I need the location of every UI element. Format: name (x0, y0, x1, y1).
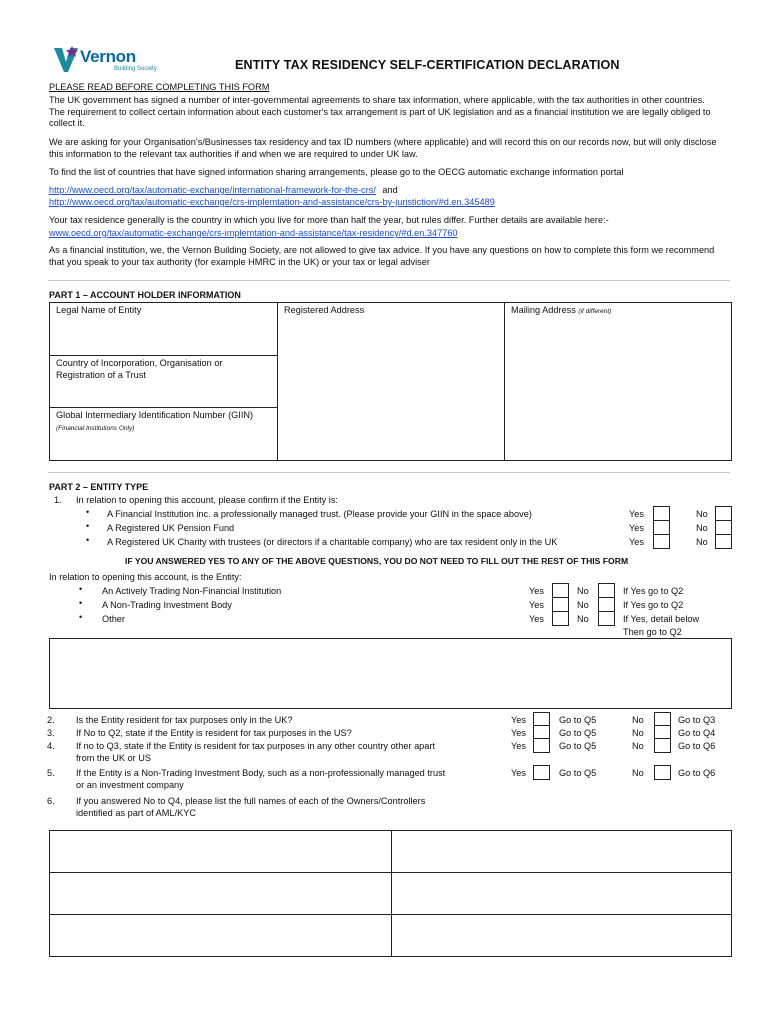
q1-item-no-checkbox[interactable] (715, 506, 732, 521)
question-number: 6. (47, 796, 55, 806)
owner-name-cell[interactable] (392, 831, 731, 872)
q1b-text: In relation to opening this account, is the Entity: (49, 572, 242, 582)
q1b-item-note: If Yes, detail below (623, 614, 700, 624)
intro-paragraph-4: Your tax residence generally is the country in which you live for more than half the year, but rules differ. Further details are available here:- (49, 215, 609, 225)
q4-no-checkbox[interactable] (654, 738, 671, 753)
no-label: No (577, 586, 589, 596)
q1-item-label: A Registered UK Pension Fund (107, 523, 235, 533)
intro-paragraph-2: We are asking for your Organisation's/Businesses tax residency and tax ID numbers (where applicable) and will record this on our records now, but will only disclose this information to the relevant tax authorities if and when we are required to under UK law. (49, 137, 717, 159)
mailing-address-label: Mailing Address (511, 305, 576, 315)
country-incorporation-field[interactable] (50, 356, 277, 407)
question-number: 5. (47, 768, 55, 778)
divider (48, 280, 730, 281)
q1b-item-label: An Actively Trading Non-Financial Institution (102, 586, 282, 596)
no-label: No (696, 523, 708, 533)
question-text: Is the Entity resident for tax purposes only in the UK? (76, 715, 293, 725)
q1b-item-note: If Yes go to Q2 (623, 600, 684, 610)
no-label: No (696, 537, 708, 547)
intro-paragraph-3: To find the list of countries that have signed information sharing arrangements, please go to the OECG automatic exchange information portal (49, 167, 624, 177)
owners-table (49, 830, 732, 957)
q5-yes-checkbox[interactable] (533, 765, 550, 780)
account-holder-table (49, 302, 732, 461)
owner-name-cell[interactable] (392, 915, 731, 956)
oecd-tax-residency-link[interactable]: www.oecd.org/tax/automatic-exchange/crs-implemtation-and-assistance/tax-residency/#d.en.347760 (49, 228, 458, 238)
q1-item-yes-checkbox[interactable] (653, 520, 670, 535)
no-label: No (632, 768, 644, 778)
part2-heading: PART 2 – ENTITY TYPE (49, 482, 149, 492)
q1-number: 1. (54, 495, 62, 505)
registered-address-field[interactable] (278, 303, 504, 460)
yes-label: Yes (511, 715, 526, 725)
vernon-logo (52, 44, 162, 76)
yes-label: Yes (629, 523, 644, 533)
no-label: No (577, 614, 589, 624)
no-label: No (632, 715, 644, 725)
read-before-heading: PLEASE READ BEFORE COMPLETING THIS FORM (49, 82, 270, 92)
q1b-item-no-checkbox[interactable] (598, 611, 615, 626)
q1-text: In relation to opening this account, please confirm if the Entity is: (76, 495, 338, 505)
legal-name-label: Legal Name of Entity (56, 305, 142, 315)
q5-no-checkbox[interactable] (654, 765, 671, 780)
no-label: No (577, 600, 589, 610)
mailing-address-note: (if different) (578, 308, 612, 315)
q1-item-no-checkbox[interactable] (715, 520, 732, 535)
bullet: • (79, 598, 83, 608)
legal-name-field[interactable] (50, 303, 277, 355)
question-text: If you answered No to Q4, please list the full names of each of the Owners/Controllers (76, 796, 426, 806)
yes-label: Yes (511, 728, 526, 738)
no-goto: Go to Q6 (678, 741, 716, 751)
giin-field[interactable] (50, 408, 277, 460)
q1b-item-no-checkbox[interactable] (598, 597, 615, 612)
other-detail-textarea[interactable] (49, 638, 732, 709)
q1-item-label: A Registered UK Charity with trustees (or directors if a charitable company) who are tax resident only in the UK (107, 537, 558, 547)
question-number: 2. (47, 715, 55, 725)
yes-label: Yes (511, 768, 526, 778)
owner-name-cell[interactable] (50, 831, 391, 872)
bullet: • (86, 521, 90, 531)
yes-label: Yes (529, 614, 544, 624)
vernon-v-mark-icon (52, 44, 80, 74)
owner-name-cell[interactable] (392, 873, 731, 914)
giin-note: (Financial Institutions Only) (56, 425, 135, 432)
question-text-2: identified as part of AML/KYC (76, 808, 197, 818)
q1b-item-yes-checkbox[interactable] (552, 597, 569, 612)
question-text: If the Entity is a Non-Trading Investment Body, such as a non-professionally managed trust (76, 768, 446, 778)
q1-item-yes-checkbox[interactable] (653, 506, 670, 521)
question-number: 4. (47, 741, 55, 751)
question-text-2: from the UK or US (76, 753, 152, 763)
no-goto: Go to Q6 (678, 768, 716, 778)
no-goto: Go to Q3 (678, 715, 716, 725)
page-title: ENTITY TAX RESIDENCY SELF-CERTIFICATION DECLARATION (235, 58, 620, 72)
yes-label: Yes (529, 586, 544, 596)
q1b-item-label: Other (102, 614, 125, 624)
bullet: • (86, 507, 90, 517)
q1b-item-yes-checkbox[interactable] (552, 583, 569, 598)
intro-paragraph-1: The UK government has signed a number of inter-governmental agreements to share tax information, where applicable, with the tax authorities in other countries. The requirement to collect certain information about each customer's tax arrangement is part of UK legislation and as a financial institution we are legally obliged to collect it. (49, 95, 711, 128)
q1b-item-yes-checkbox[interactable] (552, 611, 569, 626)
oecd-framework-link[interactable]: http://www.oecd.org/tax/automatic-exchange/international-framework-for-the-crs/ (49, 185, 376, 195)
yes-goto: Go to Q5 (559, 728, 597, 738)
mailing-address-field[interactable] (505, 303, 731, 460)
registered-address-label: Registered Address (284, 305, 365, 315)
yes-goto: Go to Q5 (559, 715, 597, 725)
yes-label: Yes (629, 509, 644, 519)
country-incorporation-label: Country of Incorporation, Organisation or Registration of a Trust (56, 358, 223, 380)
yes-label: Yes (511, 741, 526, 751)
divider (48, 472, 730, 473)
question-number: 3. (47, 728, 55, 738)
bullet: • (86, 535, 90, 545)
stop-notice: IF YOU ANSWERED YES TO ANY OF THE ABOVE QUESTIONS, YOU DO NOT NEED TO FILL OUT THE REST OF THIS FORM (125, 556, 629, 566)
q4-yes-checkbox[interactable] (533, 738, 550, 753)
part1-heading: PART 1 – ACCOUNT HOLDER INFORMATION (49, 290, 241, 300)
bullet: • (79, 584, 83, 594)
no-label: No (632, 741, 644, 751)
q1-item-label: A Financial Institution inc. a professionally managed trust. (Please provide your GIIN in the space above) (107, 509, 532, 519)
no-goto: Go to Q4 (678, 728, 716, 738)
yes-label: Yes (529, 600, 544, 610)
owner-name-cell[interactable] (50, 873, 391, 914)
q1b-item-no-checkbox[interactable] (598, 583, 615, 598)
q1b-item-note: If Yes go to Q2 (623, 586, 684, 596)
question-text: If no to Q3, state if the Entity is resident for tax purposes in any other country other apart (76, 741, 436, 751)
q1b-item-label: A Non-Trading Investment Body (102, 600, 232, 610)
q1-item-no-checkbox[interactable] (715, 534, 732, 549)
and-text: and (382, 185, 398, 195)
bullet: • (79, 612, 83, 622)
yes-goto: Go to Q5 (559, 768, 597, 778)
q1b-item-note-2: Then go to Q2 (623, 627, 682, 637)
no-label: No (696, 509, 708, 519)
no-label: No (632, 728, 644, 738)
yes-goto: Go to Q5 (559, 741, 597, 751)
logo-subtitle: Building Society (114, 66, 157, 72)
yes-label: Yes (629, 537, 644, 547)
giin-label: Global Intermediary Identification Number (GIIN) (56, 410, 254, 420)
question-text-2: or an investment company (76, 780, 184, 790)
owner-name-cell[interactable] (50, 915, 391, 956)
intro-paragraph-5: As a financial institution, we, the Vernon Building Society, are not allowed to give tax advice. If you have any questions on how to complete this form we recommend that you speak to your tax authority (for example HMRC in the UK) or your tax or legal adviser (49, 245, 715, 267)
logo-wordmark: Vernon (80, 47, 136, 66)
question-text: If No to Q2, state if the Entity is resident for tax purposes in the US? (76, 728, 352, 738)
q1-item-yes-checkbox[interactable] (653, 534, 670, 549)
oecd-crs-link[interactable]: http://www.oecd.org/tax/automatic-exchange/crs-implemtation-and-assistance/crs-by-juristiction/#d.en.345489 (49, 197, 495, 207)
